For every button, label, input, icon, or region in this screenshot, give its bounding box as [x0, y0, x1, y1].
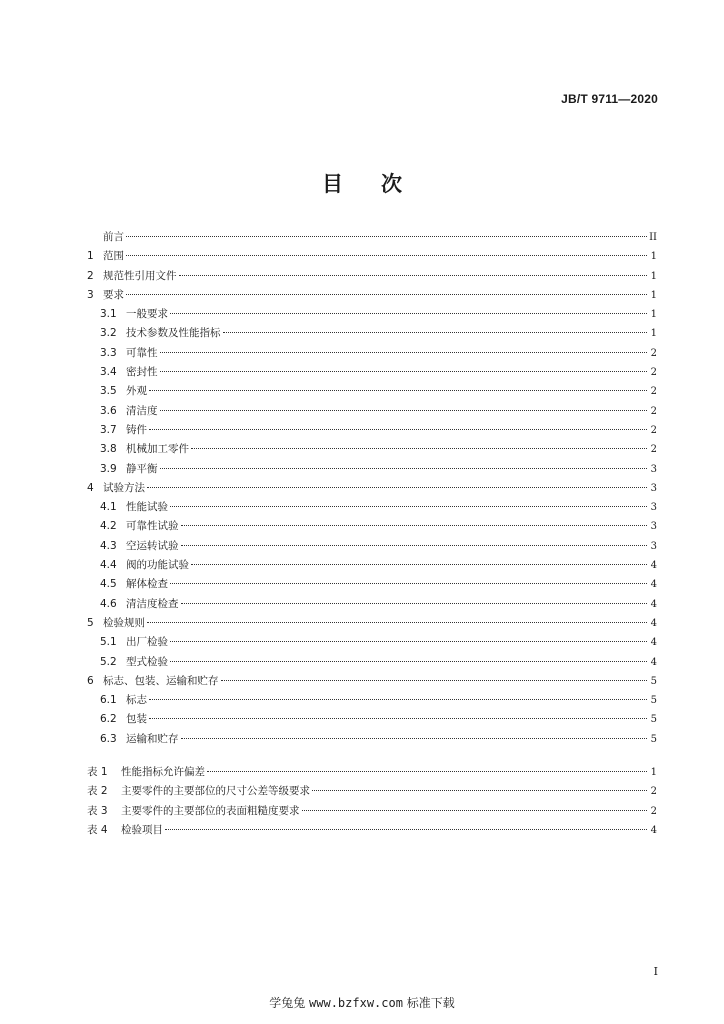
toc-entry[interactable]	[87, 305, 657, 324]
toc-entry-number: 6.1	[100, 694, 117, 707]
toc-entry-number: 4.5	[100, 578, 117, 591]
toc-entry-number: 表 2	[87, 785, 108, 798]
dot-leader	[147, 622, 647, 623]
toc-entry-label: 铸件	[126, 423, 147, 436]
toc-entry-page: 1	[650, 270, 657, 282]
toc-entry-label: 检验规则	[103, 616, 145, 629]
toc-gap	[87, 749, 657, 763]
toc-entry[interactable]	[87, 517, 657, 536]
toc-entry-page: 3	[650, 502, 657, 514]
dot-leader	[312, 790, 647, 791]
toc-entry-page: 2	[650, 347, 657, 359]
toc-entry[interactable]	[87, 653, 657, 672]
toc-entry-number: 3.9	[100, 462, 117, 475]
toc-entry[interactable]	[87, 633, 657, 652]
toc-entry-label: 阀的功能试验	[126, 559, 189, 572]
dot-leader	[170, 661, 647, 662]
toc-entry-label: 运输和贮存	[126, 732, 179, 745]
toc-entry-number: 4.3	[100, 539, 117, 552]
toc-entry-page: 1	[650, 328, 657, 340]
dot-leader	[191, 448, 647, 449]
toc-entry-label: 技术参数及性能指标	[126, 327, 221, 340]
dot-leader	[223, 332, 648, 333]
dot-leader	[170, 583, 647, 584]
toc-entry[interactable]	[87, 267, 657, 286]
footer-tagline: 标准下载	[406, 996, 455, 1010]
toc-table-entry[interactable]	[87, 782, 657, 801]
toc-entry-page: 4	[650, 656, 657, 668]
toc-entry-number: 3	[87, 288, 94, 301]
toc-entry[interactable]	[87, 537, 657, 556]
dot-leader	[170, 506, 647, 507]
toc-entry-page: 5	[650, 695, 657, 707]
toc-entry-page: 5	[650, 675, 657, 687]
toc-entry-number: 5.2	[100, 655, 117, 668]
toc-entry-number: 6	[87, 674, 94, 687]
toc-entry[interactable]	[87, 228, 657, 247]
toc-entry-page: 2	[650, 805, 657, 817]
dot-leader	[302, 810, 648, 811]
toc-entry-number: 4.1	[100, 501, 117, 514]
toc-entry-label: 性能试验	[126, 501, 168, 514]
toc-entry-label: 一般要求	[126, 308, 168, 321]
toc-entry-number: 1	[87, 250, 94, 263]
toc-entry-number: 4.6	[100, 597, 117, 610]
toc-entry[interactable]	[87, 556, 657, 575]
dot-leader	[181, 545, 648, 546]
toc-entry-label: 清洁度检查	[126, 597, 179, 610]
toc-entry-label: 包装	[126, 713, 147, 726]
toc-entry-number: 3.5	[100, 385, 117, 398]
toc-entry-label: 清洁度	[126, 404, 158, 417]
footer-watermark	[0, 994, 724, 1011]
toc-entry[interactable]	[87, 460, 657, 479]
toc-entry[interactable]	[87, 247, 657, 266]
toc-entry-page: 1	[650, 309, 657, 321]
dot-leader	[149, 718, 647, 719]
toc-entry[interactable]	[87, 498, 657, 517]
dot-leader	[191, 564, 647, 565]
toc-entry-page: 5	[650, 733, 657, 745]
standard-number: JB/T 9711—2020	[561, 92, 658, 106]
dot-leader	[160, 352, 648, 353]
toc-entry-page: 4	[650, 598, 657, 610]
toc-entry-label: 静平衡	[126, 462, 158, 475]
footer-brand: 学兔兔	[269, 996, 306, 1010]
toc-entry-number: 3.8	[100, 443, 117, 456]
toc-entry-label: 出厂检验	[126, 636, 168, 649]
dot-leader	[181, 525, 648, 526]
toc-entry-label: 机械加工零件	[126, 443, 189, 456]
toc-entry-number: 3.4	[100, 366, 117, 379]
dot-leader	[170, 641, 647, 642]
toc-table-entry[interactable]	[87, 763, 657, 782]
dot-leader	[207, 771, 647, 772]
toc-table-entry[interactable]	[87, 821, 657, 840]
toc-entry-label: 性能指标允许偏差	[121, 766, 205, 779]
toc-entry-label: 范围	[103, 250, 124, 263]
toc-entry-label: 试验方法	[103, 481, 145, 494]
dot-leader	[126, 236, 647, 237]
toc-entry-label: 前言	[103, 231, 124, 243]
toc-entry-page: 1	[650, 767, 657, 779]
toc-entry-page: 2	[650, 405, 657, 417]
toc-entry-number: 3.1	[100, 308, 117, 321]
toc-entry[interactable]	[87, 672, 657, 691]
dot-leader	[170, 313, 647, 314]
toc-entry-number: 3.2	[100, 327, 117, 340]
toc-entry-label: 要求	[103, 288, 124, 301]
toc-entry-label: 检验项目	[121, 823, 163, 836]
toc-entry[interactable]	[87, 363, 657, 382]
toc-entry-page: 2	[650, 367, 657, 379]
toc-entry-label: 可靠性	[126, 346, 158, 359]
toc-entry-number: 4.2	[100, 520, 117, 533]
toc-entry-label: 规范性引用文件	[103, 269, 177, 282]
dot-leader	[160, 371, 648, 372]
toc-entry-number: 5.1	[100, 636, 117, 649]
toc-entry-number: 3.3	[100, 346, 117, 359]
toc-entry-label: 解体检查	[126, 578, 168, 591]
toc-entry[interactable]	[87, 344, 657, 363]
toc-entry-number: 6.3	[100, 732, 117, 745]
toc-entry-page: 1	[650, 289, 657, 301]
toc-entry-page: 5	[650, 714, 657, 726]
dot-leader	[126, 294, 647, 295]
toc-entry-page: 4	[650, 579, 657, 591]
dot-leader	[221, 680, 648, 681]
dot-leader	[181, 603, 648, 604]
dot-leader	[160, 468, 648, 469]
toc-entry-number: 表 1	[87, 766, 108, 779]
toc-entry-label: 空运转试验	[126, 539, 179, 552]
page-folio: I	[653, 965, 658, 978]
toc-entry[interactable]	[87, 402, 657, 421]
toc-entry-label: 外观	[126, 385, 147, 398]
toc-entry[interactable]	[87, 382, 657, 401]
toc-entry[interactable]	[87, 595, 657, 614]
toc-entry-page: 2	[650, 444, 657, 456]
dot-leader	[149, 390, 647, 391]
toc-entry-label: 主要零件的主要部位的尺寸公差等级要求	[121, 785, 310, 798]
toc-entry-page: 3	[650, 540, 657, 552]
toc-entry[interactable]	[87, 324, 657, 343]
toc-entry-label: 密封性	[126, 366, 158, 379]
toc-entry-label: 主要零件的主要部位的表面粗糙度要求	[121, 804, 300, 817]
toc-entry[interactable]	[87, 479, 657, 498]
toc-entry-number: 6.2	[100, 713, 117, 726]
toc-entry-page: 1	[650, 251, 657, 263]
toc-entry[interactable]	[87, 614, 657, 633]
dot-leader	[126, 255, 647, 256]
dot-leader	[149, 429, 647, 430]
dot-leader	[165, 829, 647, 830]
toc-entry-label: 型式检验	[126, 655, 168, 668]
toc-entry-page: II	[649, 232, 657, 243]
dot-leader	[149, 699, 647, 700]
dot-leader	[179, 275, 648, 276]
page-title: 目次	[322, 172, 440, 196]
toc-entry[interactable]	[87, 286, 657, 305]
toc-entry-page: 3	[650, 482, 657, 494]
toc-entry[interactable]	[87, 730, 657, 749]
toc-entry-page: 3	[650, 521, 657, 533]
toc-entry-page: 4	[650, 560, 657, 572]
toc-entry-label: 可靠性试验	[126, 520, 179, 533]
toc-entry-number: 5	[87, 616, 94, 629]
toc-entry[interactable]	[87, 710, 657, 729]
toc-entry-page: 2	[650, 424, 657, 436]
toc-table-entry[interactable]	[87, 802, 657, 821]
toc-entry[interactable]	[87, 691, 657, 710]
toc-entry-number: 4	[87, 481, 94, 494]
toc-entry-page: 4	[650, 617, 657, 629]
toc-entry-number: 3.6	[100, 404, 117, 417]
toc-entry[interactable]	[87, 575, 657, 594]
dot-leader	[147, 487, 647, 488]
toc-entry-page: 4	[650, 637, 657, 649]
dot-leader	[181, 738, 648, 739]
toc-entry-label: 标志、包装、运输和贮存	[103, 674, 219, 687]
toc-entry[interactable]	[87, 440, 657, 459]
toc-entry-page: 2	[650, 386, 657, 398]
table-of-contents	[87, 228, 657, 840]
toc-entry-number: 表 3	[87, 804, 108, 817]
toc-entry-number: 2	[87, 269, 94, 282]
toc-entry-page: 4	[650, 824, 657, 836]
footer-site[interactable]: www.bzfxw.com	[309, 996, 403, 1010]
toc-entry-number: 4.4	[100, 559, 117, 572]
toc-entry-number: 表 4	[87, 823, 108, 836]
toc-entry[interactable]	[87, 421, 657, 440]
toc-entry-label: 标志	[126, 694, 147, 707]
toc-entry-page: 2	[650, 786, 657, 798]
dot-leader	[160, 410, 648, 411]
toc-entry-number: 3.7	[100, 423, 117, 436]
toc-entry-page: 3	[650, 463, 657, 475]
